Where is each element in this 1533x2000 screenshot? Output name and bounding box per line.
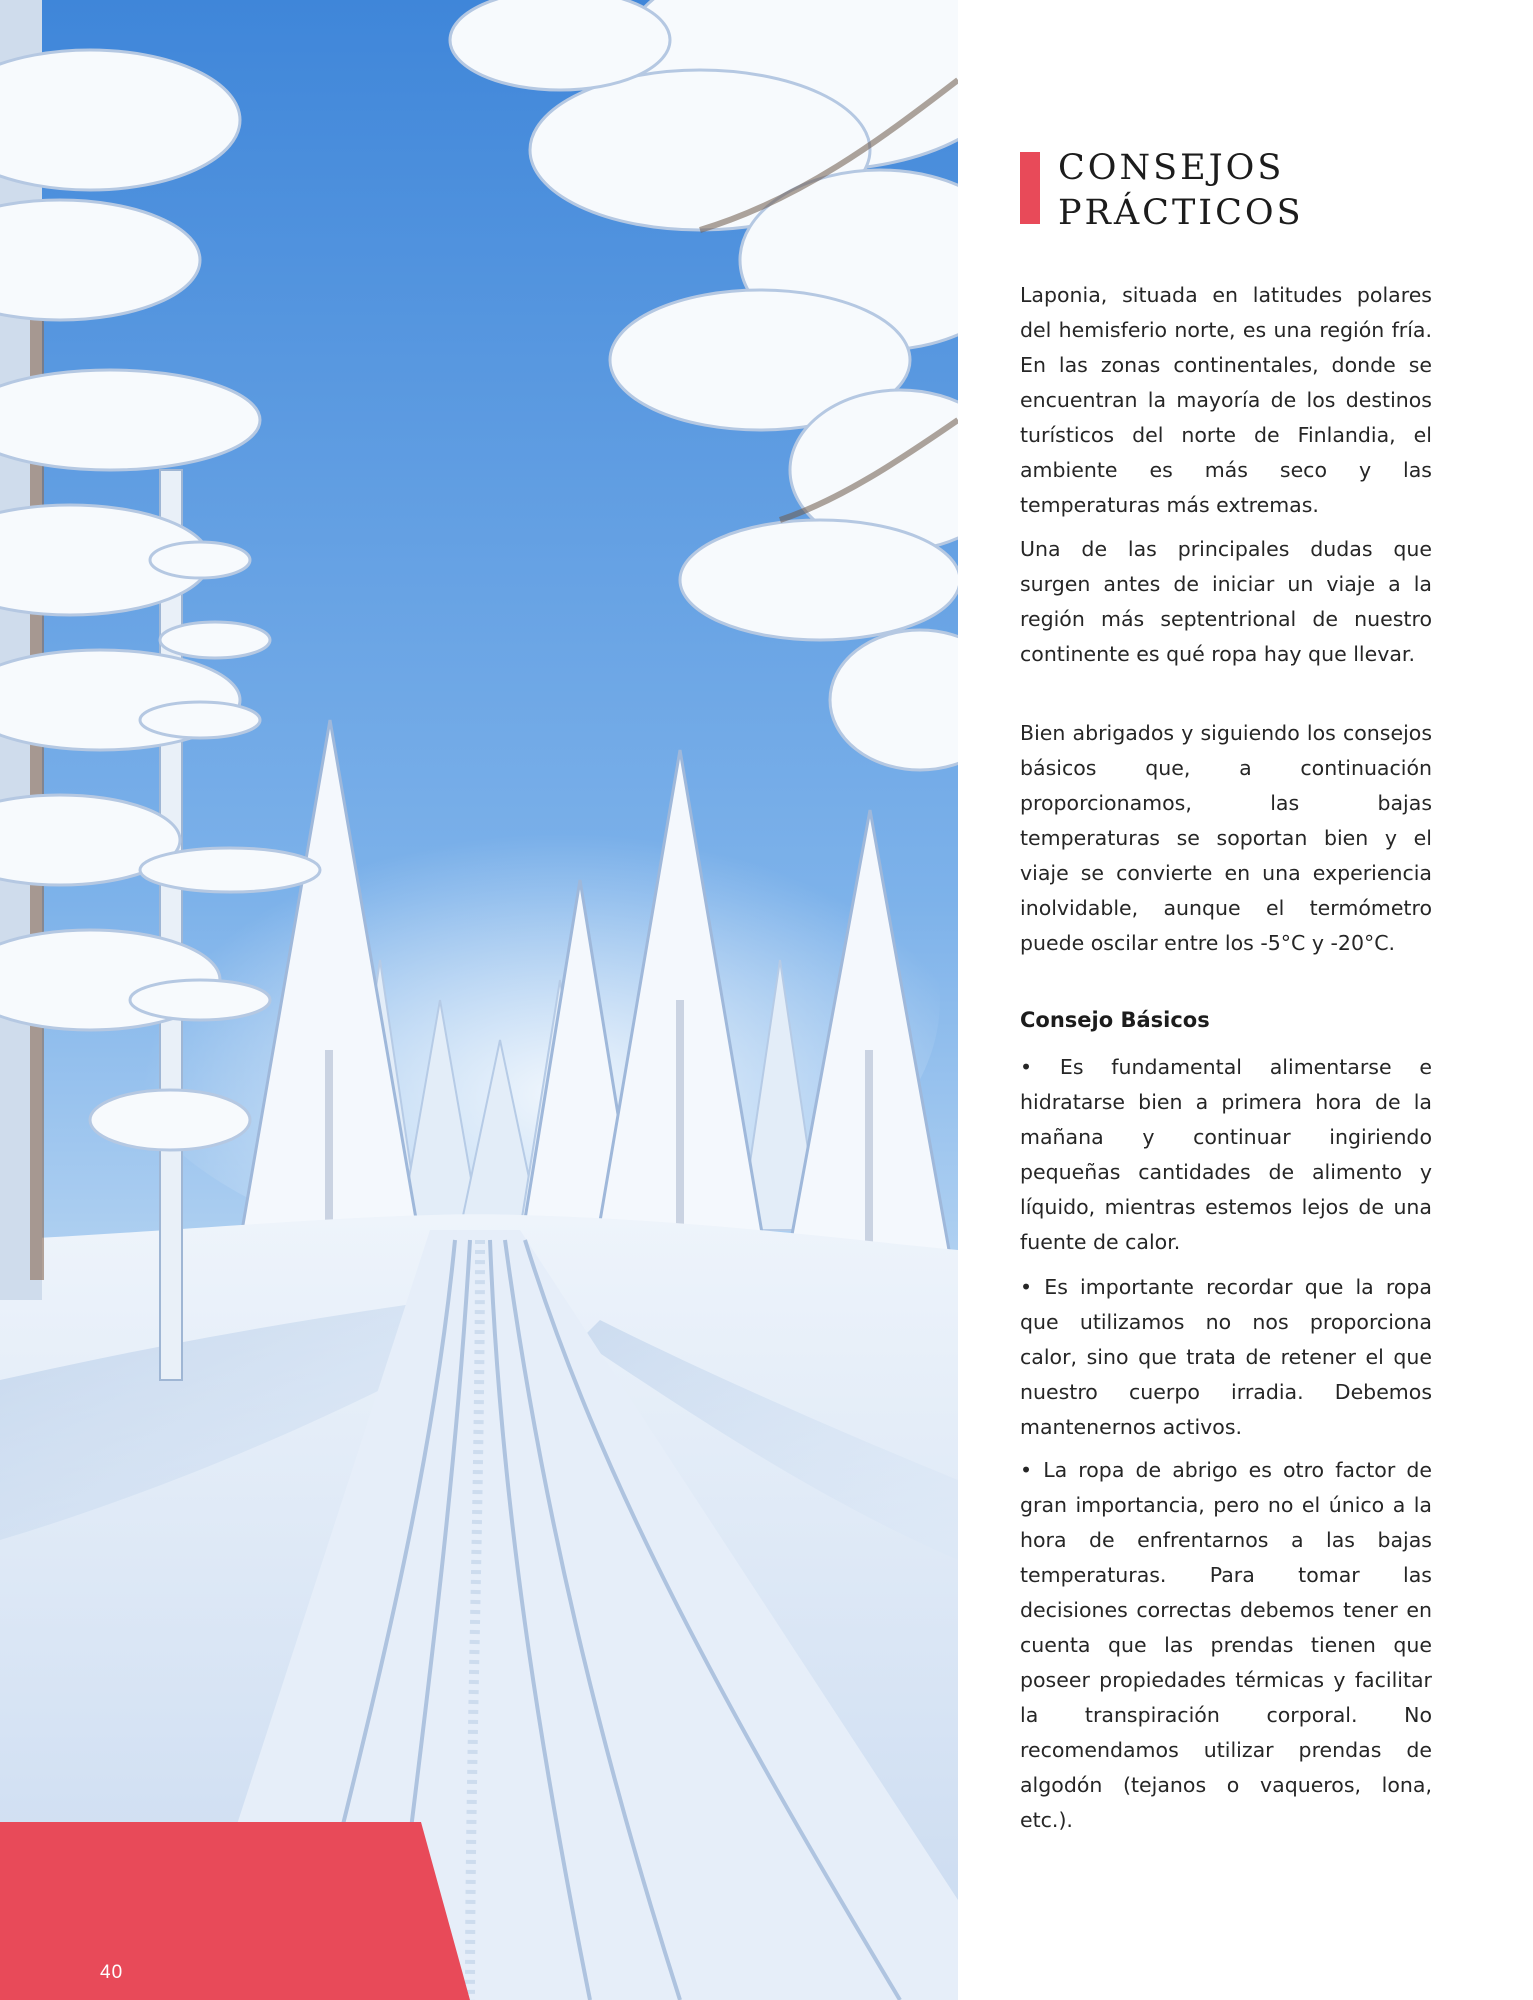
tip-paragraph-2: • Es importante recordar que la ropa que utilizamos no nos proporciona calor, sino que trata de retener el que nuestro cuerpo irradia. Debemos mantenernos activos. <box>1020 1275 1432 1439</box>
page-title <box>1058 146 1304 236</box>
title-line-2: PRÁCTICOS <box>1058 193 1304 233</box>
page-number: 40 <box>100 1962 124 1983</box>
title-accent-bar <box>1020 152 1040 224</box>
tip-paragraph-1: • Es fundamental alimentarse e hidratarse bien a primera hora de la mañana y continuar ingiriendo pequeñas cantidades de alimento y líquido, mientras estemos lejos de una fuente de calor. <box>1020 1055 1432 1254</box>
page-number-tab <box>0 1822 470 2000</box>
title-line-1: CONSEJOS <box>1058 148 1285 188</box>
intro-paragraph-2: Una de las principales dudas que surgen antes de iniciar un viaje a la región más septentrional de nuestro continente es qué ropa hay que llevar. <box>1020 537 1432 666</box>
tip-paragraph-3: • La ropa de abrigo es otro factor de gran importancia, pero no el único a la hora de enfrentarnos a las bajas temperaturas. Para tomar las decisiones correctas debemos tener en cuenta que las prendas tienen que poseer propiedades térmicas y facilitar la transpiración corporal. No recomendamos utilizar prendas de algodón (tejanos o vaqueros, lona, etc.). <box>1020 1458 1432 1832</box>
intro-paragraph-1: Laponia, situada en latitudes polares del hemisferio norte, es una región fría. En las zonas continentales, donde se encuentran la mayoría de los destinos turísticos del norte de Finlandia, el ambiente es más seco y las temperaturas más extremas. <box>1020 283 1432 517</box>
section-heading: Consejo Básicos <box>1020 1008 1210 1032</box>
intro-paragraph-3: Bien abrigados y siguiendo los consejos básicos que, a continuación proporcionamos, las bajas temperaturas se soportan bien y el viaje se convierte en una experiencia inolvidable, aunque el termómetro puede oscilar entre los -5°C y -20°C. <box>1020 721 1432 955</box>
